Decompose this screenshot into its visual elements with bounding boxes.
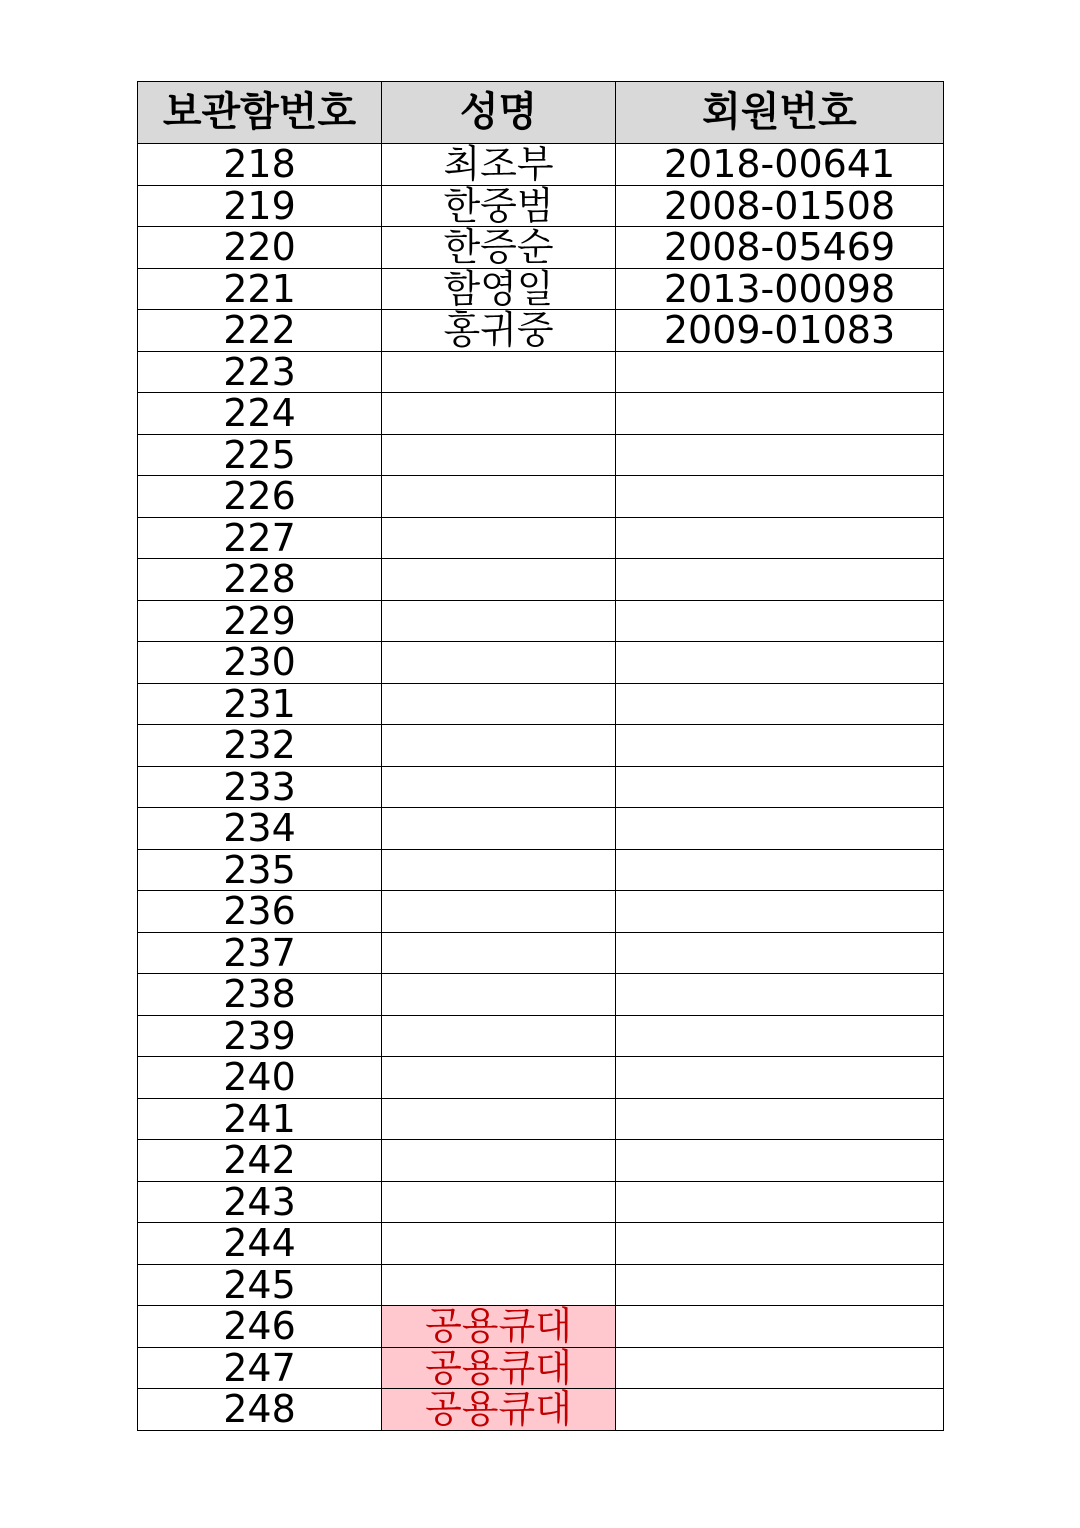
member-number-cell: 2008-01508 bbox=[616, 185, 944, 227]
member-number-cell bbox=[616, 434, 944, 476]
table-row bbox=[138, 1057, 944, 1099]
member-number-cell bbox=[616, 849, 944, 891]
member-number-cell bbox=[616, 1015, 944, 1057]
table-row bbox=[138, 310, 944, 352]
name-cell: 공용큐대 bbox=[382, 1347, 616, 1389]
locker-number-cell: 239 bbox=[138, 1015, 382, 1057]
name-cell bbox=[382, 1140, 616, 1182]
member-number-cell bbox=[616, 1306, 944, 1348]
locker-number-cell: 229 bbox=[138, 600, 382, 642]
table-row bbox=[138, 683, 944, 725]
name-cell: 홍귀중 bbox=[382, 310, 616, 352]
table-row bbox=[138, 1015, 944, 1057]
table-row bbox=[138, 393, 944, 435]
name-cell: 한중범 bbox=[382, 185, 616, 227]
table-body bbox=[138, 144, 944, 1431]
table-row bbox=[138, 559, 944, 601]
name-cell bbox=[382, 849, 616, 891]
locker-number-cell: 234 bbox=[138, 808, 382, 850]
locker-table bbox=[137, 81, 944, 1431]
member-number-cell: 2018-00641 bbox=[616, 144, 944, 186]
header-member-number: 회원번호 bbox=[616, 82, 944, 144]
name-cell bbox=[382, 1098, 616, 1140]
name-cell: 공용큐대 bbox=[382, 1306, 616, 1348]
name-cell bbox=[382, 766, 616, 808]
member-number-cell bbox=[616, 1223, 944, 1265]
locker-number-cell: 245 bbox=[138, 1264, 382, 1306]
name-cell bbox=[382, 683, 616, 725]
table-row bbox=[138, 1306, 944, 1348]
table-row bbox=[138, 766, 944, 808]
locker-number-cell: 235 bbox=[138, 849, 382, 891]
table-row bbox=[138, 1389, 944, 1431]
locker-number-cell: 226 bbox=[138, 476, 382, 518]
name-cell bbox=[382, 351, 616, 393]
name-cell bbox=[382, 932, 616, 974]
table-row bbox=[138, 144, 944, 186]
member-number-cell: 2008-05469 bbox=[616, 227, 944, 269]
locker-number-cell: 248 bbox=[138, 1389, 382, 1431]
member-number-cell bbox=[616, 1347, 944, 1389]
name-cell bbox=[382, 1223, 616, 1265]
name-cell: 공용큐대 bbox=[382, 1389, 616, 1431]
name-cell bbox=[382, 808, 616, 850]
member-number-cell bbox=[616, 766, 944, 808]
table-row bbox=[138, 891, 944, 933]
name-cell bbox=[382, 642, 616, 684]
header-row bbox=[138, 82, 944, 144]
locker-number-cell: 244 bbox=[138, 1223, 382, 1265]
locker-number-cell: 240 bbox=[138, 1057, 382, 1099]
member-number-cell: 2009-01083 bbox=[616, 310, 944, 352]
name-cell bbox=[382, 559, 616, 601]
name-cell bbox=[382, 1057, 616, 1099]
member-number-cell bbox=[616, 1098, 944, 1140]
member-number-cell bbox=[616, 932, 944, 974]
table-row bbox=[138, 1181, 944, 1223]
table-row bbox=[138, 849, 944, 891]
name-cell bbox=[382, 600, 616, 642]
table-row bbox=[138, 476, 944, 518]
table-row bbox=[138, 227, 944, 269]
member-number-cell bbox=[616, 517, 944, 559]
name-cell bbox=[382, 891, 616, 933]
name-cell bbox=[382, 1015, 616, 1057]
member-number-cell bbox=[616, 725, 944, 767]
locker-number-cell: 219 bbox=[138, 185, 382, 227]
table-row bbox=[138, 1347, 944, 1389]
locker-number-cell: 246 bbox=[138, 1306, 382, 1348]
locker-number-cell: 247 bbox=[138, 1347, 382, 1389]
locker-number-cell: 224 bbox=[138, 393, 382, 435]
table-row bbox=[138, 974, 944, 1016]
name-cell bbox=[382, 476, 616, 518]
member-number-cell: 2013-00098 bbox=[616, 268, 944, 310]
locker-number-cell: 238 bbox=[138, 974, 382, 1016]
table-row bbox=[138, 351, 944, 393]
name-cell bbox=[382, 434, 616, 476]
table-row bbox=[138, 642, 944, 684]
locker-number-cell: 222 bbox=[138, 310, 382, 352]
member-number-cell bbox=[616, 642, 944, 684]
member-number-cell bbox=[616, 683, 944, 725]
member-number-cell bbox=[616, 393, 944, 435]
locker-number-cell: 231 bbox=[138, 683, 382, 725]
table-row bbox=[138, 808, 944, 850]
name-cell bbox=[382, 393, 616, 435]
locker-number-cell: 223 bbox=[138, 351, 382, 393]
locker-number-cell: 230 bbox=[138, 642, 382, 684]
member-number-cell bbox=[616, 1264, 944, 1306]
member-number-cell bbox=[616, 1181, 944, 1223]
table-row bbox=[138, 434, 944, 476]
locker-number-cell: 232 bbox=[138, 725, 382, 767]
header-name: 성명 bbox=[382, 82, 616, 144]
locker-number-cell: 218 bbox=[138, 144, 382, 186]
table-row bbox=[138, 185, 944, 227]
name-cell bbox=[382, 725, 616, 767]
table-row bbox=[138, 1223, 944, 1265]
locker-number-cell: 236 bbox=[138, 891, 382, 933]
table-row bbox=[138, 517, 944, 559]
table-row bbox=[138, 1140, 944, 1182]
name-cell bbox=[382, 1181, 616, 1223]
table-row bbox=[138, 1264, 944, 1306]
name-cell bbox=[382, 1264, 616, 1306]
member-number-cell bbox=[616, 1389, 944, 1431]
name-cell: 한증순 bbox=[382, 227, 616, 269]
locker-number-cell: 220 bbox=[138, 227, 382, 269]
table-row bbox=[138, 932, 944, 974]
member-number-cell bbox=[616, 1057, 944, 1099]
name-cell: 최조부 bbox=[382, 144, 616, 186]
locker-number-cell: 241 bbox=[138, 1098, 382, 1140]
member-number-cell bbox=[616, 476, 944, 518]
locker-number-cell: 225 bbox=[138, 434, 382, 476]
table-row bbox=[138, 1098, 944, 1140]
member-number-cell bbox=[616, 351, 944, 393]
table-row bbox=[138, 600, 944, 642]
locker-number-cell: 242 bbox=[138, 1140, 382, 1182]
header-locker-number: 보관함번호 bbox=[138, 82, 382, 144]
member-number-cell bbox=[616, 808, 944, 850]
member-number-cell bbox=[616, 974, 944, 1016]
member-number-cell bbox=[616, 559, 944, 601]
locker-number-cell: 237 bbox=[138, 932, 382, 974]
table-row bbox=[138, 725, 944, 767]
name-cell bbox=[382, 974, 616, 1016]
name-cell bbox=[382, 517, 616, 559]
locker-number-cell: 221 bbox=[138, 268, 382, 310]
name-cell: 함영일 bbox=[382, 268, 616, 310]
locker-number-cell: 243 bbox=[138, 1181, 382, 1223]
member-number-cell bbox=[616, 891, 944, 933]
member-number-cell bbox=[616, 1140, 944, 1182]
locker-number-cell: 233 bbox=[138, 766, 382, 808]
locker-number-cell: 228 bbox=[138, 559, 382, 601]
locker-number-cell: 227 bbox=[138, 517, 382, 559]
table-row bbox=[138, 268, 944, 310]
member-number-cell bbox=[616, 600, 944, 642]
